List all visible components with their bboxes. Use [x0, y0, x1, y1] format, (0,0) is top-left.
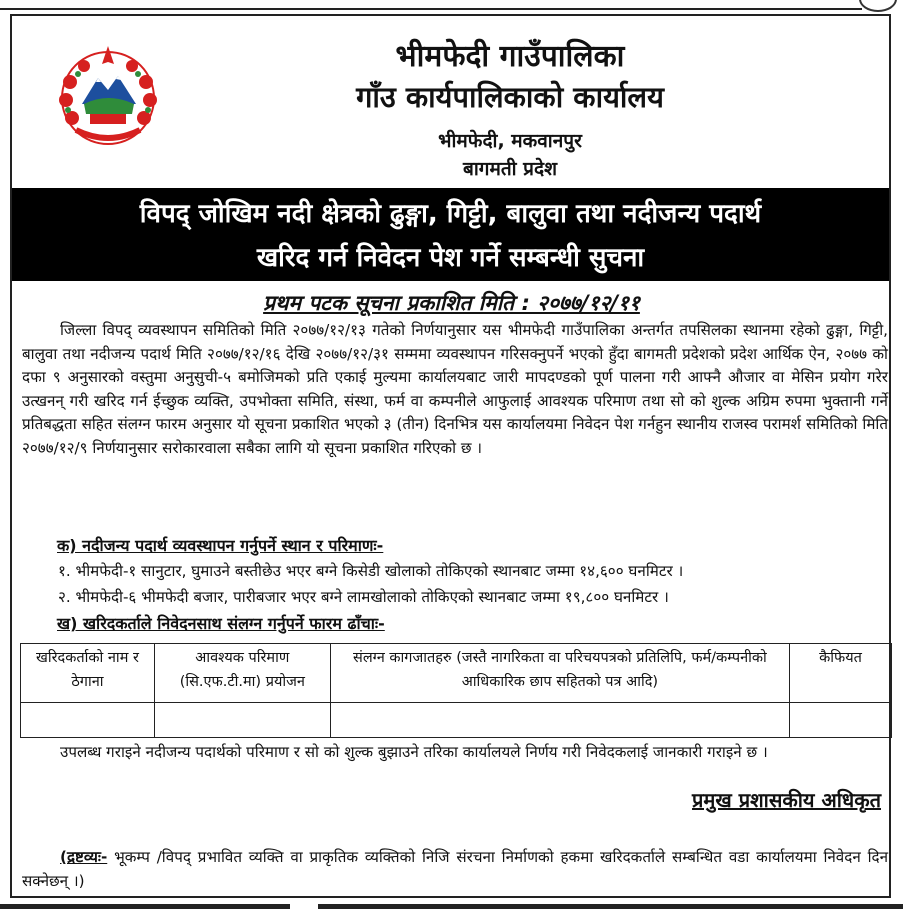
list-item: १. भीमफेदी-१ सानुटार, घुमाउने बस्तीछेउ भएर बग्ने किसेडी खोलाको तोकिएको स्थानबाट जम्मा १४,६०० घनमिटर । — [58, 562, 684, 580]
bottom-border — [0, 901, 903, 910]
signatory-title: प्रमुख प्रशासकीय अधिकृत — [692, 788, 881, 812]
top-rule — [0, 8, 862, 10]
table-header-cell: खरिदकर्ताको नाम र ठेगाना — [21, 644, 155, 703]
office-address: भीमफेदी, मकवानपुर — [438, 130, 582, 152]
banner-line-1: विपद् जोखिम नदी क्षेत्रको ढुङ्गा, गिट्टी, बालुवा तथा नदीजन्य पदार्थ — [139, 199, 762, 229]
table-cell — [154, 703, 330, 738]
table-header-cell: आवश्यक परिमाण (सि.एफ.टी.मा) प्रयोजन — [154, 644, 330, 703]
application-form-table — [20, 643, 892, 738]
intro-paragraph: जिल्ला विपद् व्यवस्थापन समितिको मिति २०७७/१२/१३ गतेको निर्णयानुसार यस भीमफेदी गाउँपालिका अन्तर्गत तपसिलका स्थानमा रहेको ढुङ्गा, गिट्टी, बालुवा तथा नदीजन्य पदार्थ मिति २०७७/१२/१६ देखि २०७७/१२/३१ सम्ममा व्यवस्थापन गरिसक्नुपर्ने भएको हुँदा बागमती प्रदेशको प्रदेश आर्थिक ऐन, २०७७ को दफा ९ अनुसारको वस्तुमा अनुसुची-५ बमोजिमको प्रति एकाई मुल्यमा कार्यालयबाट जारी मापदण्डको पूर्ण पालना गरी आफ्नै औजार वा मेसिन प्रयोग गरेर उत्खनन् गरी खरिद गर्न ईच्छुक व्यक्ति, उपभोक्ता समिति, संस्था, फर्म वा कम्पनीले आफुलाई आवश्यक परिमाण तथा सो को शुल्क अग्रिम रुपमा भुक्तानी गर्ने प्रतिबद्धता सहित संलग्न फारम अनुसार यो सूचना प्रकाशित भएको ३ (तीन) दिनभित्र यस कार्यालयमा निवेदन पेश गर्नहुन स्थानीय राजस्व परामर्श समितिको मिति २०७७/१२/९ निर्णयानुसार सरोकारवाला सबैका लागि यो सूचना प्रकाशित गरिएको छ । — [22, 321, 888, 457]
table-header-row — [21, 644, 892, 703]
note-text: भूकम्प /विपद् प्रभावित व्यक्ति वा प्राकृतिक व्यक्तिको निजि संरचना निर्माणको हकमा खरिदकर्ताले सम्बन्धित वडा कार्यालयमा निवेदन दिन सक्नेछन् ।) — [22, 848, 888, 890]
corner-stamp-icon — [859, 0, 897, 12]
table-cell — [790, 703, 892, 738]
notice-title-banner — [12, 188, 889, 281]
list-item: २. भीमफेदी-६ भीमफेदी बजार, पारीबजार भएर बग्ने लामखोलाको तोकिएको स्थानबाट जम्मा १९,८०० घनमिटर । — [58, 588, 669, 606]
table-cell — [21, 703, 155, 738]
publish-date: प्रथम पटक सूचना प्रकाशित मिति : २०७७/१२/११ — [263, 291, 640, 315]
table-header-cell: कैफियत — [790, 644, 892, 703]
bottom-rule-right — [318, 904, 903, 909]
top-border — [0, 0, 903, 14]
banner-line-2: खरिद गर्न निवेदन पेश गर्ने सम्बन्धी सुचना — [256, 243, 645, 273]
section-b-heading: ख) खरिदकर्ताले निवेदनसाथ संलग्न गर्नुपर्ने फारम ढाँचाः- — [57, 614, 385, 633]
table-header-cell: संलग्न कागजातहरु (जस्तै नागरिकता वा परिचयपत्रको प्रतिलिपि, फर्म/कम्पनीको आधिकारिक छाप सहितको पत्र आदि) — [330, 644, 789, 703]
note-paragraph — [22, 846, 888, 893]
bottom-rule-left — [0, 904, 290, 909]
note-label: (द्रष्टव्यः- — [60, 848, 108, 866]
office-name: भीमफेदी गाउँपालिका — [395, 39, 625, 74]
closing-paragraph: उपलब्ध गराइने नदीजन्य पदार्थको परिमाण र सो को शुल्क बुझाउने तरिका कार्यालयले निर्णय गरी निवेदकलाई जानकारी गराइने छ । — [60, 743, 768, 761]
table-row — [21, 703, 892, 738]
office-province: बागमती प्रदेश — [462, 158, 557, 180]
section-a-heading: क) नदीजन्य पदार्थ व्यवस्थापन गर्नुपर्ने स्थान र परिमाणः- — [57, 536, 384, 555]
table-cell — [330, 703, 789, 738]
office-subtitle: गाँउ कार्यपालिकाको कार्यालय — [356, 80, 664, 114]
